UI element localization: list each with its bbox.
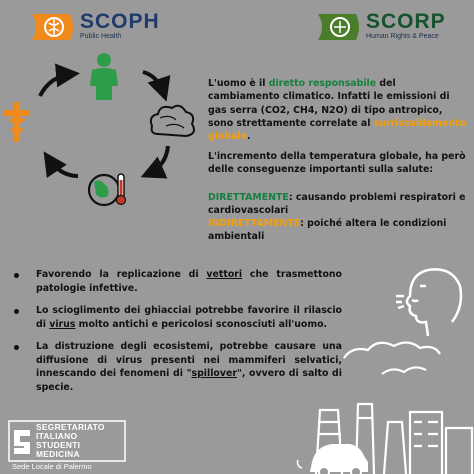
scoph-subtitle: Public Health <box>80 33 122 40</box>
ssim-line: ITALIANO <box>36 431 78 441</box>
thermometer-globe-icon <box>89 174 126 205</box>
underlined-term: virus <box>49 318 76 330</box>
text-segment: . <box>246 131 251 143</box>
coughing-face-icon <box>396 269 461 336</box>
scorp-subtitle: Human Rights & Peace <box>366 33 439 40</box>
ssim-logo <box>8 420 128 472</box>
paragraph-responsibility <box>208 77 470 143</box>
indirect-label: INDIRETTAMENTE <box>208 218 301 229</box>
text-segment: molto antichi e pericolosi sconosciuti all'uomo. <box>75 318 328 330</box>
direct-effects <box>208 191 470 218</box>
text-segment: del cambiamento climatico. Infatti le emissioni di gas serra (CO2, CH4, N2O) di tipo antropico, sono strettamente correlate al <box>208 78 450 129</box>
ssim-line: STUDENTI <box>36 440 81 450</box>
text-segment: Lo scioglimento dei ghiacciai potrebbe favorire il rilascio di <box>36 305 342 330</box>
car-icon <box>298 444 369 474</box>
paragraph-consequences: L'incremento della temperatura globale, ha però delle conseguenze importanti sulla salute: <box>208 151 466 176</box>
text-segment: che trasmettono patologie infettive. <box>36 269 342 294</box>
arrow-icon <box>148 146 168 174</box>
scorp-emblem-icon <box>316 10 362 44</box>
underlined-term: spillover <box>191 368 237 379</box>
person-icon <box>90 53 118 100</box>
climate-health-cycle <box>0 50 200 220</box>
text-segment: L'uomo è il <box>208 78 269 89</box>
co2-cloud-icon <box>151 106 194 136</box>
direct-label: DIRETTAMENTE <box>208 192 289 203</box>
ssim-line: MEDICINA <box>36 449 80 459</box>
scoph-name: SCOPH <box>80 10 160 33</box>
medical-caduceus-icon <box>4 102 30 142</box>
arrow-icon <box>48 158 78 176</box>
text-segment: Favorendo la replicazione di <box>36 269 207 280</box>
text-segment: La distruzione degli ecosistemi, potrebbe causare una diffusione di virus presenti nei mammiferi selvatici, innescando dei fenomeni di " <box>36 341 342 379</box>
indirect-effects <box>208 217 470 244</box>
ssim-line: SEGRETARIATO <box>36 422 105 432</box>
pollution-illustration <box>292 262 474 474</box>
arrow-icon <box>40 74 72 96</box>
underlined-term: vettori <box>206 269 243 280</box>
highlight-diretto-responsabile: diretto responsabile <box>268 78 377 89</box>
scorp-logo <box>316 10 466 44</box>
arrow-icon <box>143 72 164 94</box>
ssim-name <box>36 423 105 459</box>
scoph-emblem-icon <box>30 10 76 44</box>
ssim-location: Sede Locale di Palermo <box>12 462 92 471</box>
highlight-surriscaldamento: surriscaldamento globale <box>208 117 466 143</box>
scorp-name: SCORP <box>366 10 446 33</box>
indirect-text: : poiché altera le condizioni ambientali <box>208 218 447 243</box>
direct-text: : causando problemi respiratori e cardiovascolari <box>208 192 466 217</box>
text-segment: ", ovvero di salto di specie. <box>36 368 342 393</box>
scoph-logo <box>30 10 190 44</box>
